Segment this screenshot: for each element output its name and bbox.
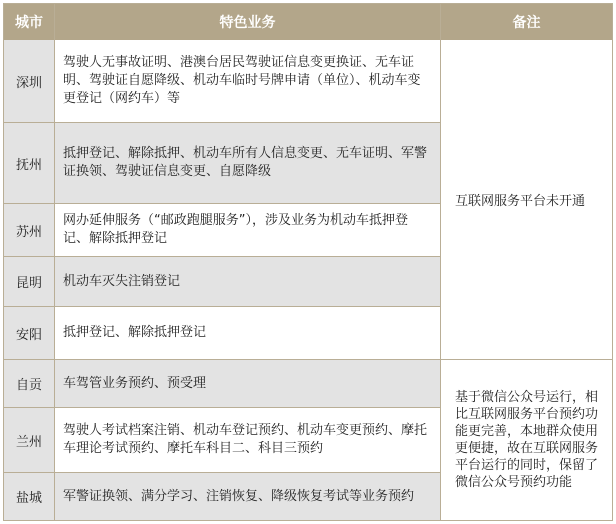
header-business: 特色业务	[55, 4, 440, 40]
business-cell-zigong: 车驾管业务预约、预受理	[55, 360, 440, 407]
header-remark: 备注	[441, 4, 612, 40]
row-divider	[4, 472, 440, 473]
remark-group-2: 基于微信公众号运行，相比互联网服务平台预约功能更完善，本地群众使用更便捷，故在互联网服务平台运行的同时，保留了微信公众号预约功能	[455, 390, 599, 490]
row-divider	[4, 256, 440, 257]
city-cell-shenzhen: 深圳	[4, 40, 54, 122]
business-cell-kunming: 机动车灭失注销登记	[55, 257, 440, 306]
service-table	[3, 3, 613, 521]
column-divider	[440, 4, 441, 520]
business-cell-lanzhou: 驾驶人考试档案注销、机动车登记预约、机动车变更预约、摩托车理论考试预约、摩托车科目二、科目三预约	[63, 423, 428, 456]
remark-group-1: 互联网服务平台未开通	[455, 194, 586, 209]
row-divider	[4, 203, 440, 204]
row-divider	[4, 407, 440, 408]
city-cell-anyang: 安阳	[4, 307, 54, 359]
business-cell-yancheng: 军警证换领、满分学习、注销恢复、降级恢复考试等业务预约	[55, 473, 440, 520]
city-cell-suzhou: 苏州	[4, 204, 54, 256]
row-divider	[4, 306, 440, 307]
city-cell-kunming: 昆明	[4, 257, 54, 306]
city-cell-yancheng: 盐城	[4, 473, 54, 520]
business-cell-suzhou: 网办延伸服务（“邮政跑腿服务”），涉及业务为机动车抵押登记、解除抵押登记	[63, 213, 408, 246]
header-city: 城市	[4, 4, 54, 40]
business-cell-anyang: 抵押登记、解除抵押登记	[63, 325, 207, 340]
city-cell-zigong: 自贡	[4, 360, 54, 407]
city-cell-lanzhou: 兰州	[4, 408, 54, 472]
business-cell-shenzhen: 驾驶人无事故证明、港澳台居民驾驶证信息变更换证、无车证明、驾驶证自愿降级、机动车临时号牌申请（单位）、机动车变更登记（网约车）等	[63, 55, 421, 106]
column-divider	[54, 4, 55, 520]
row-divider	[4, 122, 440, 123]
row-divider	[4, 359, 612, 360]
business-cell-fuzhou: 抵押登记、解除抵押、机动车所有人信息变更、无车证明、军警证换领、驾驶证信息变更、自愿降级	[55, 123, 440, 203]
city-cell-fuzhou: 抚州	[4, 123, 54, 203]
